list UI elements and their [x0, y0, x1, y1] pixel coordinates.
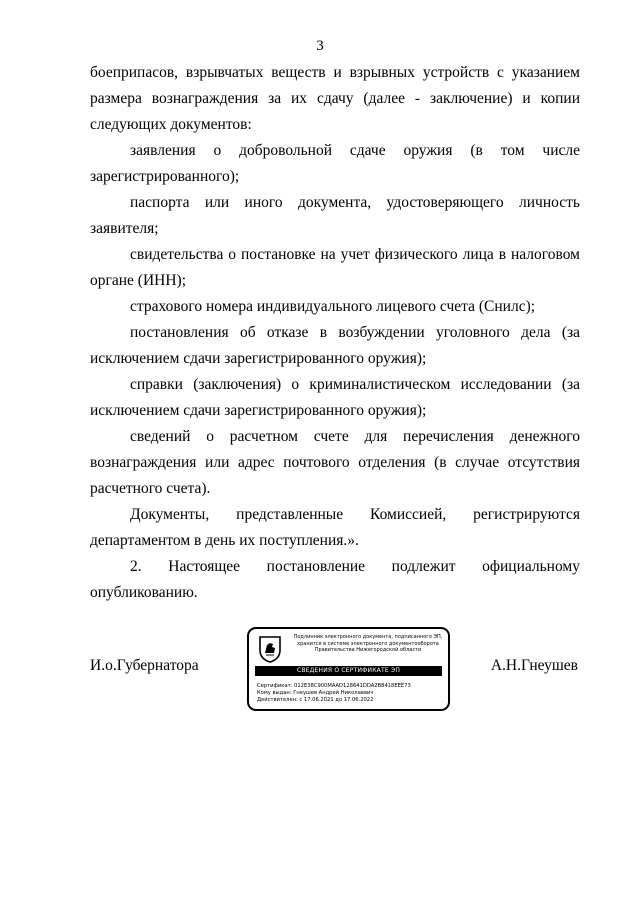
- stamp-caption: [289, 634, 447, 654]
- stamp-certificate: Сертификат: 012E38C900MAAD128641DDA2B8418EEE73: [257, 683, 411, 689]
- paragraph-3: паспорта или иного документа, удостоверяющего личность заявителя;: [90, 194, 580, 237]
- paragraph-7: справки (заключения) о криминалистическом исследовании (за исключением сдачи зарегистрированного оружия);: [90, 376, 580, 419]
- paragraph-6: постановления об отказе в возбуждении уголовного дела (за исключением сдачи зарегистрированного оружия);: [90, 324, 580, 367]
- paragraph-1: боеприпасов, взрывчатых веществ и взрывных устройств с указанием размера вознаграждения за их сдачу (далее - заключение) и копии следующих документов:: [90, 64, 580, 133]
- coat-of-arms-icon: [257, 635, 283, 663]
- stamp-owner: Кому выдан: Гнеушев Андрей Николаевич: [257, 690, 374, 696]
- paragraph-9: Документы, представленные Комиссией, регистрируются департаментом в день их поступления.».: [90, 506, 580, 549]
- stamp-caption-line-2: хранится в системе электронного документооборота: [297, 640, 439, 647]
- document-body: [90, 60, 580, 606]
- electronic-signature-stamp: [247, 627, 450, 711]
- stamp-details: [257, 683, 411, 704]
- page-number: 3: [316, 38, 324, 54]
- signer-position: И.о.Губернатора: [90, 657, 199, 674]
- stamp-caption-line-1: Подлинник электронного документа, подписанного ЭП,: [293, 634, 443, 640]
- paragraph-8: сведений о расчетном счете для перечисления денежного вознаграждения или адрес почтового отделения (в случае отсутствия расчетного счета).: [90, 428, 580, 497]
- stamp-header: СВЕДЕНИЯ О СЕРТИФИКАТЕ ЭП: [255, 666, 442, 676]
- stamp-validity: Действителен: с 17.06.2021 до 17.06.2022: [257, 697, 374, 703]
- signer-name: А.Н.Гнеушев: [490, 657, 578, 674]
- paragraph-2: заявления о добровольной сдаче оружия (в том числе зарегистрированного);: [90, 142, 580, 185]
- paragraph-10: 2. Настоящее постановление подлежит официальному опубликованию.: [90, 558, 580, 601]
- paragraph-5: страхового номера индивидуального лицевого счета (Снилс);: [130, 298, 536, 315]
- paragraph-4: свидетельства о постановке на учет физического лица в налоговом органе (ИНН);: [90, 246, 580, 289]
- stamp-caption-line-3: Правительства Нижегородской области: [314, 647, 422, 653]
